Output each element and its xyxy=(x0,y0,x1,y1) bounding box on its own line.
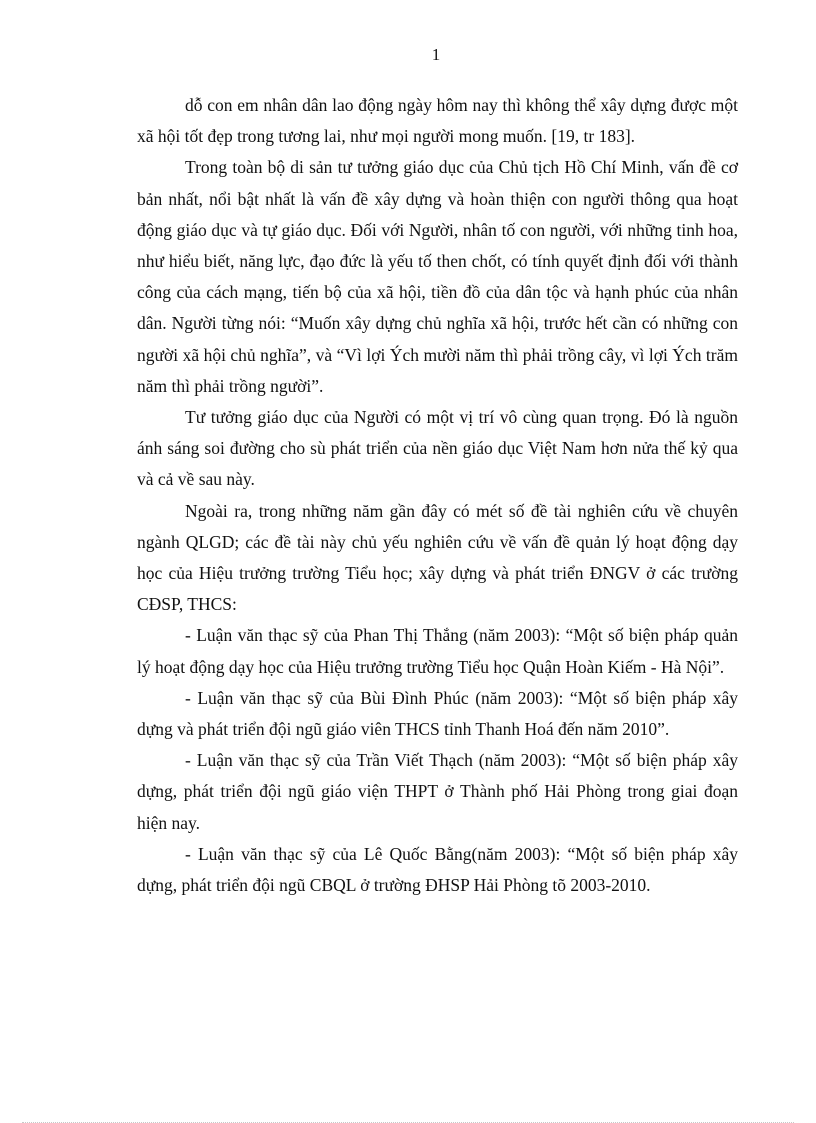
paragraph-4: Ngoài ra, trong những năm gần đây có mét số đề tài nghiên cứu về chuyên ngành QLGD; các đề tài này chủ yếu nghiên cứu về vấn đề quản lý hoạt động dạy học của Hiệu trưởng trường Tiểu học; xây dựng và phát triển ĐNGV ở các trường CĐSP, THCS: xyxy=(137,500,738,615)
page-number: 1 xyxy=(431,45,441,64)
paragraph-3: Tư tưởng giáo dục của Người có một vị trí vô cùng quan trọng. Đó là nguồn ánh sáng soi đường cho sù phát triển của nền giáo dục Việt Nam hơn nửa thế kỷ qua và cả về sau này. xyxy=(137,407,738,490)
thesis-item-3: - Luận văn thạc sỹ của Trần Viết Thạch (năm 2003): “Một số biện pháp xây dựng, phát triển đội ngũ giáo viện THPT ở Thành phố Hải Phòng trong giai đoạn hiện nay. xyxy=(137,750,738,833)
thesis-item-1: - Luận văn thạc sỹ của Phan Thị Thắng (năm 2003): “Một số biện pháp quản lý hoạt động dạy học của Hiệu trưởng trường Tiểu học Quận Hoàn Kiếm - Hà Nội”. xyxy=(137,625,738,677)
paragraph-1: dỗ con em nhân dân lao động ngày hôm nay thì không thể xây dựng được một xã hội tốt đẹp trong tương lai, như mọi người mong muốn. [19, tr 183]. xyxy=(137,95,738,147)
thesis-item-4: - Luận văn thạc sỹ của Lê Quốc Bằng(năm 2003): “Một số biện pháp xây dựng, phát triển đội ngũ CBQL ở trường ĐHSP Hải Phòng tõ 2003-2010. xyxy=(137,843,738,896)
paragraph-2: Trong toàn bộ di sản tư tưởng giáo dục của Chủ tịch Hồ Chí Minh, vấn đề cơ bản nhất, nổi bật nhất là vấn đề xây dựng và hoàn thiện con người thông qua hoạt động giáo dục và tự giáo dục. Đối với Người, nhân tố con người, với những tinh hoa, như hiểu biết, năng lực, đạo đức là yếu tố then chốt, có tính quyết định đối với thành công của cách mạng, tiến bộ của xã hội, tiền đồ của dân tộc và hạnh phúc của nhân dân. Người từng nói: “Muốn xây dựng chủ nghĩa xã hội, trước hết cần có những con người xã hội chủ nghĩa”, và “Vì lợi Ých mười năm thì phải trồng cây, vì lợi Ých trăm năm thì phải trồng người”. xyxy=(137,157,738,396)
thesis-item-2: - Luận văn thạc sỹ của Bùi Đình Phúc (năm 2003): “Một số biện pháp xây dựng và phát triển đội ngũ giáo viên THCS tỉnh Thanh Hoá đến năm 2010”. xyxy=(137,687,738,740)
body-text xyxy=(137,90,738,901)
